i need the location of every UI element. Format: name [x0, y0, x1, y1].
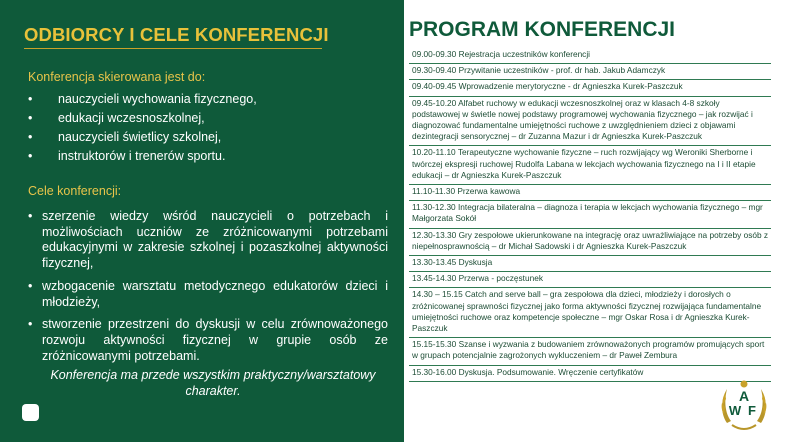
bullet-icon: •: [28, 92, 33, 106]
awf-logo-icon: [718, 377, 770, 435]
program-item: 12.30-13.30 Gry zespołowe ukierunkowane na integrację oraz uwrażliwiające na potrzeby osób z niepełnosprawnością – dr Michał Sadowski i dr Agnieszka Kurek-Paszczuk: [409, 229, 771, 256]
program-item: 11.10-11.30 Przerwa kawowa: [409, 185, 771, 201]
goals-intro: Cele konferencji:: [28, 184, 122, 198]
audience-item: • nauczycieli wychowania fizycznego,: [28, 90, 388, 109]
bullet-icon: •: [28, 209, 33, 223]
program-title: PROGRAM KONFERENCJI: [409, 18, 676, 41]
practical-note: Konferencja ma przede wszystkim praktyczny/warsztatowy charakter.: [50, 368, 376, 398]
program-item: 09.40-09.45 Wprowadzenie merytoryczne - dr Agnieszka Kurek-Paszczuk: [409, 80, 771, 96]
program-item: 11.30-12.30 Integracja bilateralna – diagnoza i terapia w lekcjach wychowania fizycznego – mgr Małgorzata Sokół: [409, 201, 771, 228]
bullet-icon: •: [28, 130, 33, 144]
logo-letter-f: F: [748, 403, 756, 418]
program-item: 15.30-16.00 Dyskusja. Podsumowanie. Wręczenie certyfikatów: [409, 366, 771, 382]
title-underline: [24, 48, 322, 49]
bullet-icon: •: [28, 317, 33, 332]
program-item: 13.45-14.30 Przerwa - poczęstunek: [409, 272, 771, 288]
program-item: 15.15-15.30 Szanse i wyzwania z budowaniem zrównoważonych programów promujących sport w grupach potencjalnie zagrożonych wykluczeniem – dr Paweł Zembura: [409, 338, 771, 365]
program-item: 13.30-13.45 Dyskusja: [409, 256, 771, 272]
goal-item: • wzbogacenie warsztatu metodycznego edukatorów dzieci i młodzieży,: [28, 278, 388, 309]
program-item: 10.20-11.10 Terapeutyczne wychowanie fizyczne – ruch rozwijający wg Weroniki Sherborne i twórczej ekspresji ruchowej Rudolfa Labana w lekcjach wychowania fizycznego na I i II etapie edukacji – dr Agnieszka Kurek-Paszczuk: [409, 146, 771, 185]
program-list: [409, 48, 771, 382]
audience-list: [28, 90, 388, 166]
audience-item: • edukacji wczesnoszkolnej,: [28, 109, 388, 128]
goals-list: [28, 209, 388, 371]
bullet-icon: •: [28, 278, 33, 293]
program-item: 09.00-09.30 Rejestracja uczestników konferencji: [409, 48, 771, 64]
goal-item: • szerzenie wiedzy wśród nauczycieli o potrzebach i możliwościach uczniów ze zróżnicowanymi potrzebami edukacyjnymi w zakresie szkolnej i pozaszkolnej aktywności fizycznej,: [28, 209, 388, 271]
program-item: 14.30 – 15.15 Catch and serve ball – gra zespołowa dla dzieci, młodzieży i dorosłych o zróżnicowanej sprawności fizycznej jako forma aktywności fizycznej rozwijająca fundamentalne umiejętności ruchowe oraz kompetencje społeczne – mgr Oskar Rosa i dr Agnieszka Kurek-Paszczuk: [409, 288, 771, 338]
logo-letter-w: W: [728, 403, 742, 418]
program-item: 09.30-09.40 Przywitanie uczestników - prof. dr hab. Jakub Adamczyk: [409, 64, 771, 80]
audience-item: • instruktorów i trenerów sportu.: [28, 147, 388, 166]
logo-letter-a: A: [738, 388, 750, 404]
slide-marker: [22, 404, 39, 421]
program-item: 09.45-10.20 Alfabet ruchowy w edukacji wczesnoszkolnej oraz w klasach 4-8 szkoły podstawowej w świetle nowej podstawy programowej wychowania fizycznego – jak rozwijać i diagnozować fundamentalne umiejętności ruchowe z uwzględnieniem dzieci z objawami dezintegracji sensorycznej – dr Zuzanna Mazur i dr Agnieszka Kurek-Paszczuk: [409, 97, 771, 147]
audience-goals-title: ODBIORCY I CELE KONFERENCJI: [24, 24, 329, 45]
audience-intro: Konferencja skierowana jest do:: [28, 70, 206, 84]
bullet-icon: •: [28, 149, 33, 163]
goal-item: • stworzenie przestrzeni do dyskusji w celu zrównoważonego rozwoju aktywności fizycznej w grupie osób ze zróżnicowanymi potrzebami.: [28, 317, 388, 363]
audience-item: • nauczycieli świetlicy szkolnej,: [28, 128, 388, 147]
bullet-icon: •: [28, 111, 33, 125]
